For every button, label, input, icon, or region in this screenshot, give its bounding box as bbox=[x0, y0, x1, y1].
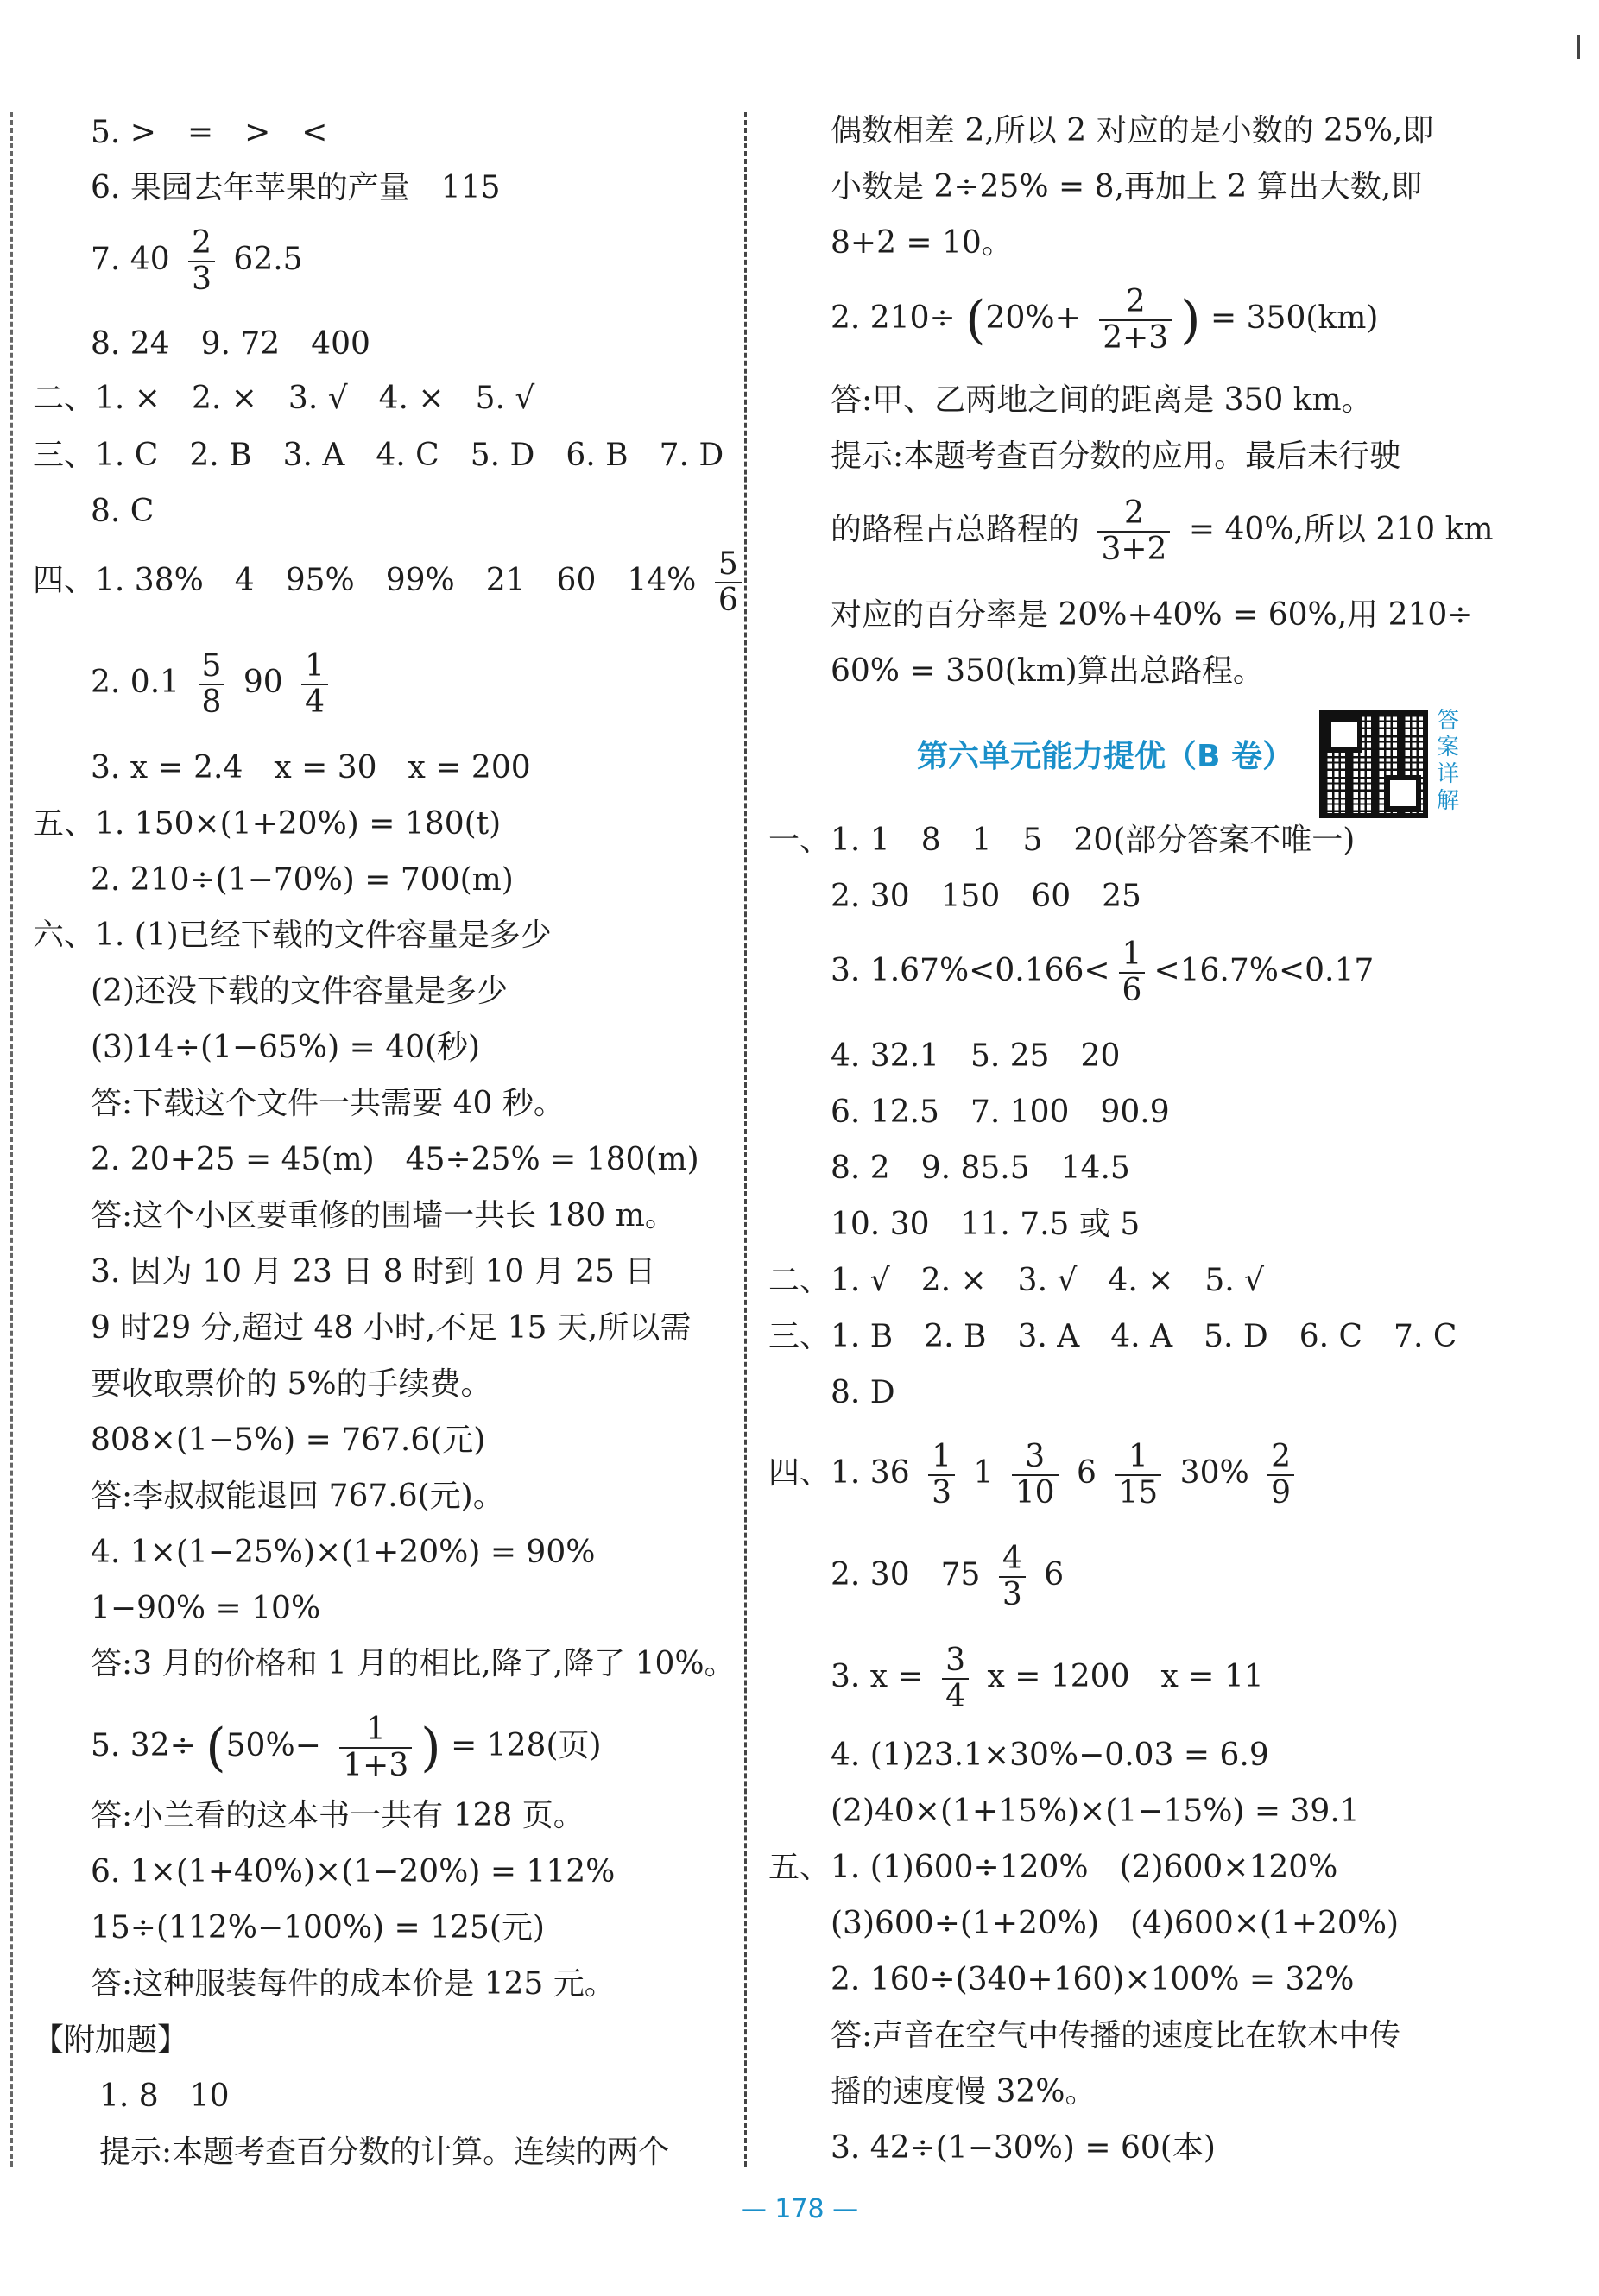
fraction bbox=[1099, 285, 1172, 356]
top-right-mark bbox=[1577, 35, 1580, 59]
fraction bbox=[1097, 496, 1170, 567]
answer-line-fraction bbox=[91, 649, 337, 720]
text-segment: 的路程占总路程的 bbox=[831, 512, 1080, 547]
text-segment: 5. 32÷ bbox=[91, 1728, 196, 1763]
fraction bbox=[1012, 1440, 1059, 1511]
answer-line-fraction bbox=[831, 285, 1378, 356]
numerator: 1 bbox=[1115, 1440, 1161, 1476]
answer-line: 2. 160÷(340+160)×100% = 32% bbox=[831, 1962, 1355, 1997]
answer-line: 六、1. (1)已经下载的文件容量是多少 bbox=[33, 918, 552, 953]
answer-line: (2)还没下载的文件容量是多少 bbox=[91, 974, 508, 1009]
answer-line: 2. 30 150 60 25 bbox=[831, 879, 1141, 914]
close-paren: ) bbox=[1180, 290, 1201, 350]
numerator: 5 bbox=[199, 649, 225, 685]
answer-line: 答:下载这个文件一共需要 40 秒。 bbox=[91, 1086, 565, 1121]
answer-line: 2. 210÷(1−70%) = 700(m) bbox=[91, 862, 514, 898]
denominator: 1+3 bbox=[343, 1748, 409, 1783]
answer-line: 五、1. (1)600÷120% (2)600×120% bbox=[768, 1850, 1338, 1885]
answer-line: 播的速度慢 32%。 bbox=[831, 2074, 1097, 2110]
answer-line: 6. 1×(1+40%)×(1−20%) = 112% bbox=[91, 1854, 616, 1889]
text-segment: 四、1. 36 bbox=[768, 1455, 910, 1491]
text-segment: 3. 1.67%<0.166< bbox=[831, 953, 1110, 988]
answer-line: 8. 2 9. 85.5 14.5 bbox=[831, 1151, 1130, 1186]
hint-line: 偶数相差 2,所以 2 对应的是小数的 25%,即 bbox=[831, 113, 1434, 148]
answer-line: 二、1. × 2. × 3. √ 4. × 5. √ bbox=[33, 381, 535, 416]
text-segment: = 40%,所以 210 km bbox=[1188, 512, 1494, 547]
text-segment: 2. 0.1 bbox=[91, 665, 180, 700]
denominator: 3+2 bbox=[1101, 532, 1167, 567]
denominator: 8 bbox=[201, 684, 222, 720]
hint-line: 60% = 350(km)算出总路程。 bbox=[831, 653, 1264, 689]
answer-line: 6. 果园去年苹果的产量 115 bbox=[91, 170, 501, 205]
numerator: 5 bbox=[715, 547, 742, 583]
section-title: 第六单元能力提优（B 卷） bbox=[917, 739, 1293, 774]
answer-line-fraction bbox=[33, 547, 750, 618]
answer-line: 3. 42÷(1−30%) = 60(本) bbox=[831, 2130, 1216, 2166]
fraction bbox=[715, 547, 742, 618]
numerator: 3 bbox=[1012, 1440, 1059, 1476]
answer-line: 4. 1×(1−25%)×(1+20%) = 90% bbox=[91, 1535, 596, 1570]
numerator: 2 bbox=[1267, 1440, 1294, 1476]
close-paren: ) bbox=[420, 1718, 441, 1778]
denominator: 4 bbox=[945, 1679, 966, 1714]
numerator: 2 bbox=[1099, 285, 1172, 321]
qr-label: 答案详解 bbox=[1437, 708, 1460, 814]
answer-line-fraction bbox=[831, 937, 1374, 1008]
text-segment: 50%− bbox=[225, 1728, 321, 1763]
open-paren: ( bbox=[965, 290, 986, 350]
fraction bbox=[928, 1440, 955, 1511]
fraction bbox=[301, 649, 328, 720]
answer-line: 答:李叔叔能退回 767.6(元)。 bbox=[91, 1479, 504, 1514]
numerator: 1 bbox=[339, 1713, 412, 1749]
answer-line: (2)40×(1+15%)×(1−15%) = 39.1 bbox=[831, 1794, 1360, 1829]
denominator: 4 bbox=[305, 684, 325, 720]
denominator: 3 bbox=[1002, 1577, 1022, 1612]
fraction bbox=[339, 1713, 412, 1783]
qr-code-icon[interactable] bbox=[1319, 710, 1428, 818]
denominator: 15 bbox=[1118, 1475, 1159, 1511]
text-segment: = 128(页) bbox=[451, 1728, 602, 1763]
answer-line: 3. 因为 10 月 23 日 8 时到 10 月 25 日 bbox=[91, 1254, 656, 1290]
answer-line: 答:3 月的价格和 1 月的相比,降了,降了 10%。 bbox=[91, 1646, 736, 1681]
left-binding-line bbox=[10, 112, 13, 2167]
numerator: 1 bbox=[928, 1440, 955, 1476]
answer-line-fraction bbox=[91, 226, 303, 297]
answer-line: 一、1. 1 8 1 5 20(部分答案不唯一) bbox=[768, 823, 1356, 858]
text-segment: 2. 210÷ bbox=[831, 300, 956, 336]
answer-line: 10. 30 11. 7.5 或 5 bbox=[831, 1207, 1141, 1242]
answer-line: 答:这个小区要重修的围墙一共长 180 m。 bbox=[91, 1198, 676, 1233]
text-segment: 90 bbox=[243, 665, 283, 700]
answer-line: 6. 12.5 7. 100 90.9 bbox=[831, 1094, 1170, 1130]
answer-line-fraction bbox=[831, 1643, 1264, 1714]
text-segment: 7. 40 bbox=[91, 242, 170, 277]
answer-line: 答:这种服装每件的成本价是 125 元。 bbox=[91, 1966, 616, 2002]
fraction bbox=[1119, 937, 1146, 1008]
answer-line: (3)600÷(1+20%) (4)600×(1+20%) bbox=[831, 1906, 1400, 1941]
text-segment: = 350(km) bbox=[1210, 300, 1379, 336]
answer-line: 三、1. B 2. B 3. A 4. A 5. D 6. C 7. C bbox=[768, 1319, 1457, 1354]
answer-line-fraction bbox=[831, 1542, 1064, 1612]
text-segment: 62.5 bbox=[233, 242, 303, 277]
numerator: 1 bbox=[301, 649, 328, 685]
page-number-value: 178 bbox=[774, 2194, 825, 2224]
fraction bbox=[199, 649, 225, 720]
hint-line: 提示:本题考查百分数的应用。最后未行驶 bbox=[831, 438, 1401, 474]
answer-line: 4. (1)23.1×30%−0.03 = 6.9 bbox=[831, 1738, 1269, 1773]
hint-line: 对应的百分率是 20%+40% = 60%,用 210÷ bbox=[831, 597, 1474, 633]
bonus-heading: 【附加题】 bbox=[33, 2022, 189, 2058]
text-segment: 30% bbox=[1179, 1455, 1249, 1491]
answer-line: 答:声音在空气中传播的速度比在软木中传 bbox=[831, 2018, 1401, 2053]
answer-line: 8. C bbox=[91, 494, 155, 529]
hint-line: 小数是 2÷25% = 8,再加上 2 算出大数,即 bbox=[831, 169, 1423, 205]
denominator: 6 bbox=[717, 583, 738, 618]
page-number: — 178 — bbox=[740, 2194, 859, 2224]
fraction bbox=[1115, 1440, 1161, 1511]
text-segment: 2. 30 75 bbox=[831, 1557, 981, 1593]
answer-line-fraction bbox=[768, 1440, 1303, 1511]
text-segment: 6 bbox=[1077, 1455, 1097, 1491]
numerator: 4 bbox=[999, 1542, 1026, 1578]
fraction bbox=[188, 226, 215, 297]
numerator: 2 bbox=[188, 226, 215, 262]
answer-line: 4. 32.1 5. 25 20 bbox=[831, 1038, 1121, 1074]
fraction bbox=[999, 1542, 1026, 1612]
text-segment: 3. x = bbox=[831, 1659, 924, 1694]
answer-line: 5. > = > < bbox=[91, 115, 328, 150]
answer-line: 三、1. C 2. B 3. A 4. C 5. D 6. B 7. D bbox=[33, 438, 724, 473]
answer-line: 2. 20+25 = 45(m) 45÷25% = 180(m) bbox=[91, 1142, 699, 1177]
hint-line: 8+2 = 10。 bbox=[831, 225, 1013, 261]
numerator: 1 bbox=[1119, 937, 1146, 974]
numerator: 3 bbox=[942, 1643, 969, 1680]
fraction bbox=[942, 1643, 969, 1714]
hint-line: 提示:本题考查百分数的计算。连续的两个 bbox=[99, 2135, 670, 2170]
denominator: 9 bbox=[1271, 1475, 1292, 1511]
answer-line: 15÷(112%−100%) = 125(元) bbox=[91, 1910, 545, 1946]
denominator: 2+3 bbox=[1103, 320, 1169, 356]
answer-line: 五、1. 150×(1+20%) = 180(t) bbox=[33, 806, 502, 842]
denominator: 3 bbox=[932, 1475, 951, 1511]
answer-line: 9 时29 分,超过 48 小时,不足 15 天,所以需 bbox=[91, 1310, 692, 1346]
column-divider bbox=[744, 112, 747, 2167]
open-paren: ( bbox=[205, 1718, 226, 1778]
denominator: 3 bbox=[192, 262, 212, 297]
hint-line-fraction bbox=[831, 496, 1494, 567]
text-segment: x = 1200 x = 11 bbox=[987, 1659, 1264, 1694]
text-segment: <16.7%<0.17 bbox=[1153, 953, 1375, 988]
text-segment: 20%+ bbox=[985, 300, 1081, 336]
answer-line: 1. 8 10 bbox=[99, 2078, 230, 2114]
text-segment: 6 bbox=[1044, 1557, 1065, 1593]
answer-line: 二、1. √ 2. × 3. √ 4. × 5. √ bbox=[768, 1263, 1265, 1298]
answer-line: 1−90% = 10% bbox=[91, 1591, 321, 1626]
answer-line: 8. 24 9. 72 400 bbox=[91, 326, 370, 362]
answer-line: 要收取票价的 5%的手续费。 bbox=[91, 1366, 492, 1402]
fraction bbox=[1267, 1440, 1294, 1511]
answer-line: 答:甲、乙两地之间的距离是 350 km。 bbox=[831, 382, 1373, 418]
answer-line: 808×(1−5%) = 767.6(元) bbox=[91, 1422, 486, 1458]
denominator: 6 bbox=[1122, 973, 1142, 1008]
denominator: 10 bbox=[1014, 1475, 1055, 1511]
answer-line: 3. x = 2.4 x = 30 x = 200 bbox=[91, 750, 531, 785]
text-segment: 1 bbox=[973, 1455, 994, 1491]
answer-line: 答:小兰看的这本书一共有 128 页。 bbox=[91, 1798, 585, 1833]
answer-line: 8. D bbox=[831, 1375, 895, 1410]
numerator: 2 bbox=[1097, 496, 1170, 533]
text-segment: 四、1. 38% 4 95% 99% 21 60 14% bbox=[33, 563, 697, 598]
answer-line: (3)14÷(1−65%) = 40(秒) bbox=[91, 1030, 481, 1065]
answer-line-fraction bbox=[91, 1713, 602, 1783]
